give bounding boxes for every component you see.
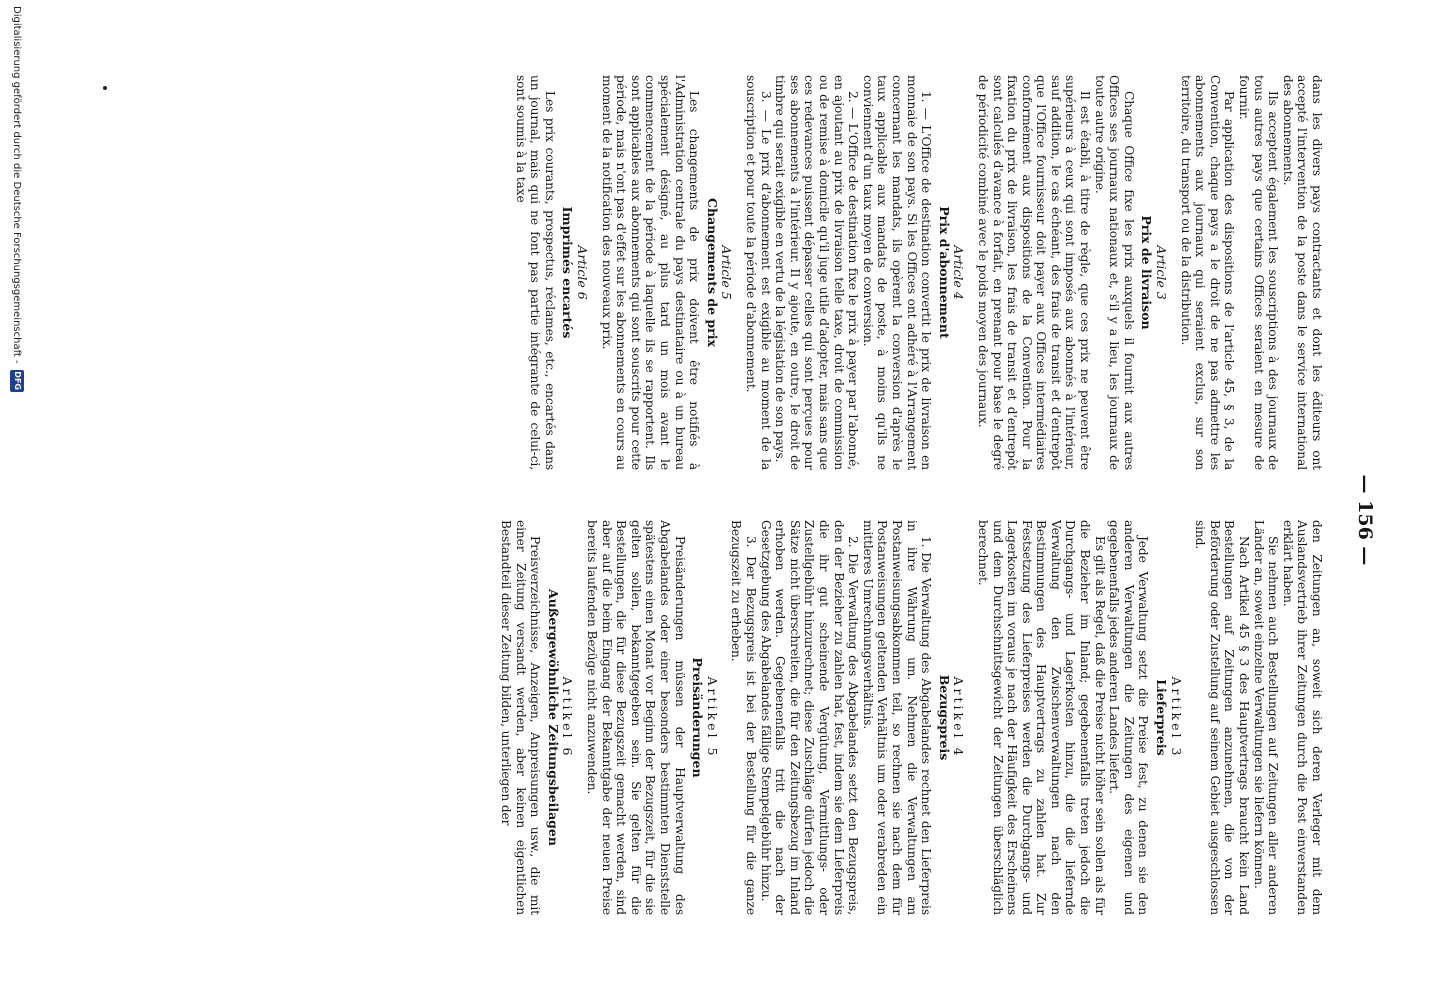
paragraph: 3. Der Bezugspreis ist bei der Bestellung für die ganze Bezugszeit zu erheben. (729, 520, 759, 915)
article-heading: Prix de livraison (1139, 215, 1155, 330)
article-heading: Imprimés encartés (560, 206, 576, 339)
paragraph: 1. Die Verwaltung des Abgabelandes rechnet den Lieferpreis in ihre Währung um. Nehmen die Verwaltungen am Postanweisungsabkommen teil, so rechnen sie nach dem für Postanweisungen geltenden Verhältnis um oder verabreden ein mittleres Umrechnungsverhältnis. (860, 520, 934, 915)
paragraph: 2. — L'Office de destination fixe le prix à payer par l'abonné, en ajoutant au prix de livraison telle taxe, droit de commission ou de remise à domicile qu'il juge utile d'adopter, mais sans que ces redevances puissent dépasser celles qui sont perçues pour ses abonnements à l'intérieur. Il y ajoute, en outre, le droit de timbre qui serait exigible en vertu de la législation de son pays. (773, 75, 861, 470)
paragraph: Preisverzeichnisse, Anzeigen, Anpreisungen usw., die mit einer Zeitung versandt werden, aber keinen eigentlichen Bestandteil dieser Zeitung bilden, unterliegen der (499, 520, 543, 915)
paragraph: dans les divers pays contractants et dont les éditeurs ont accepté l'intervention de la poste dans le service international des abonnements. (1280, 75, 1324, 470)
paragraph: Nach Artikel 45 § 3 des Hauptvertrags braucht kein Land Bestellungen auf Zeitungen anzunehmen, die von der Beförderung oder Zustellung auf seinem Gebiet ausgeschlossen sind. (1193, 520, 1252, 915)
article-label: Artikel 5 (704, 676, 720, 759)
german-column (499, 520, 1324, 915)
french-column (513, 75, 1324, 470)
article-label: Article 4 (951, 245, 967, 300)
paragraph: 2. Die Verwaltung des Abgabelandes setzt den Bezugspreis, den der Bezieher zu zahlen hat, fest, indem sie dem Lieferpreis die ihr gut scheinende Vergütung, Vermittlungs- oder Zustellgebühr hinzurechnet; diese Zuschläge dürfen jedoch die Sätze nicht überschreiten, die für den Zeitungsbezug im Inland erhoben werden. Gegebenenfalls tritt die nach der Gesetzgebung des Abgabelandes fällige Stempelgebühr hinzu. (758, 520, 861, 915)
dfg-logo: DFG (10, 370, 24, 392)
article-heading: Außergewöhnliche Zeitungsbeilagen (545, 589, 561, 846)
speck-mark (103, 86, 107, 90)
article-label: Artikel 3 (1168, 676, 1184, 759)
article-heading: Preisänderungen (690, 657, 706, 778)
paragraph: Les changements de prix doivent être notifiés à l'Administration centrale du pays destinataire ou à un bureau spécialement désigné, au plus tard un mois avant le commencement de la période à laquelle ils se rapportent. Ils sont applicables aux abonnements qui sont souscrits pour cette période, mais n'ont pas d'effet sur les abonnements en cours au moment de la notification des nouveaux prix. (599, 75, 702, 470)
paragraph: den Zeitungen an, soweit sich deren Verleger mit dem Auslandsvertrieb ihrer Zeitungen durch die Post einverstanden erklärt haben. (1280, 520, 1324, 915)
digitization-footer (5, 0, 29, 1000)
paragraph: 3. — Le prix d'abonnement est exigible au moment de la souscription et pour toute la période d'abonnement. (744, 75, 773, 470)
article-label: Article 5 (719, 245, 735, 300)
paragraph: Par application des dispositions de l'article 45, § 3, de la Convention, chaque pays a le droit de ne pas admettre les abonnements aux journaux qui seraient exclus, sur son territoire, du transport ou de la distribution. (1178, 75, 1237, 470)
paragraph: Preisänderungen müssen der Hauptverwaltung des Abgabelandes oder einer besonders bestimmten Dienststelle spätestens einen Monat vor Beginn der Bezugszeit, für die sie gelten sollen, bekanntgegeben sein. Sie gelten für die Bestellungen, die für diese Bezugszeit gemacht werden, sind aber auf die beim Eingang der Bekanntgabe der neuen Preise bereits laufenden Bezüge nicht anzuwenden. (585, 520, 687, 915)
paragraph: Les prix courants, prospectus, réclames, etc., encartés dans un journal, mais qui ne font pas partie intégrante de celui-ci, sont soumis à la taxe (513, 75, 557, 470)
paragraph: Il est établi, à titre de règle, que ces prix ne peuvent être supérieurs à ceux qui sont imposés aux abonnés à l'intérieur, sauf addition, le cas échéant, des frais de transit et d'entrepôt que l'Office fournisseur doit payer aux Offices intermédiaires conformément aux dispositions de la Convention. Pour la fixation du prix de livraison, les frais de transit et d'entrepôt sont calculés d'avance à forfait, en prenant pour base le degré de périodicité combiné avec le poids moyen des journaux. (975, 75, 1093, 470)
article-heading: Lieferpreis (1154, 679, 1170, 756)
article-heading: Prix d'abonnement (936, 206, 952, 339)
article-label: Artikel 6 (560, 676, 576, 759)
paragraph: Es gilt als Regel, daß die Preise nicht höher sein sollen als für die Bezieher im Inland; gegebenenfalls treten jedoch die Durchgangs- und Lagerkosten hinzu, die die liefernde Verwaltung den Zwischenverwaltungen nach den Bestimmungen des Hauptvertrags zu zahlen hat. Zur Festsetzung des Lieferpreises werden die Durchgangs- und Lagerkosten im voraus je nach der Häufigkeit des Erscheinens und dem Durchschnittsgewicht der Zeitungen überschläglich berechnet. (975, 520, 1107, 915)
article-heading: Bezugspreis (936, 674, 952, 761)
paragraph: Jede Verwaltung setzt die Preise fest, zu denen sie den anderen Verwaltungen die Zeitungen des eigenen und gegebenenfalls jedes anderen Landes liefert. (1107, 520, 1151, 915)
footer-text: Digitalisierung gefördert durch die Deutsche Forschungsgemeinschaft - (11, 6, 23, 364)
paragraph: 1. — L'Office de destination convertit le prix de livraison en monnaie de son pays. Si les Offices ont adhéré à l'Arrangement concernant les mandats, ils opèrent la conversion d'après le taux applicable aux mandats de poste, à moins qu'ils ne conviennent d'un taux moyen de conversion. (860, 75, 934, 470)
paragraph: Chaque Office fixe les prix auxquels il fournit aux autres Offices ses journaux nationaux et, s'il y a lieu, les journaux de toute autre origine. (1092, 75, 1136, 470)
article-label: Article 6 (575, 245, 591, 300)
article-label: Artikel 4 (951, 676, 967, 759)
article-label: Article 3 (1154, 245, 1170, 300)
paragraph: Ils acceptent également les souscriptions à des journaux de tous autres pays que certains Offices seraient en mesure de fournir. (1237, 75, 1281, 470)
paragraph: Sie nehmen auch Bestellungen auf Zeitungen aller anderen Länder an, soweit einzelne Verwaltungen sie liefern können. (1251, 520, 1281, 915)
page-number: — 156 — (1354, 474, 1376, 566)
article-heading: Changements de prix (704, 198, 720, 347)
